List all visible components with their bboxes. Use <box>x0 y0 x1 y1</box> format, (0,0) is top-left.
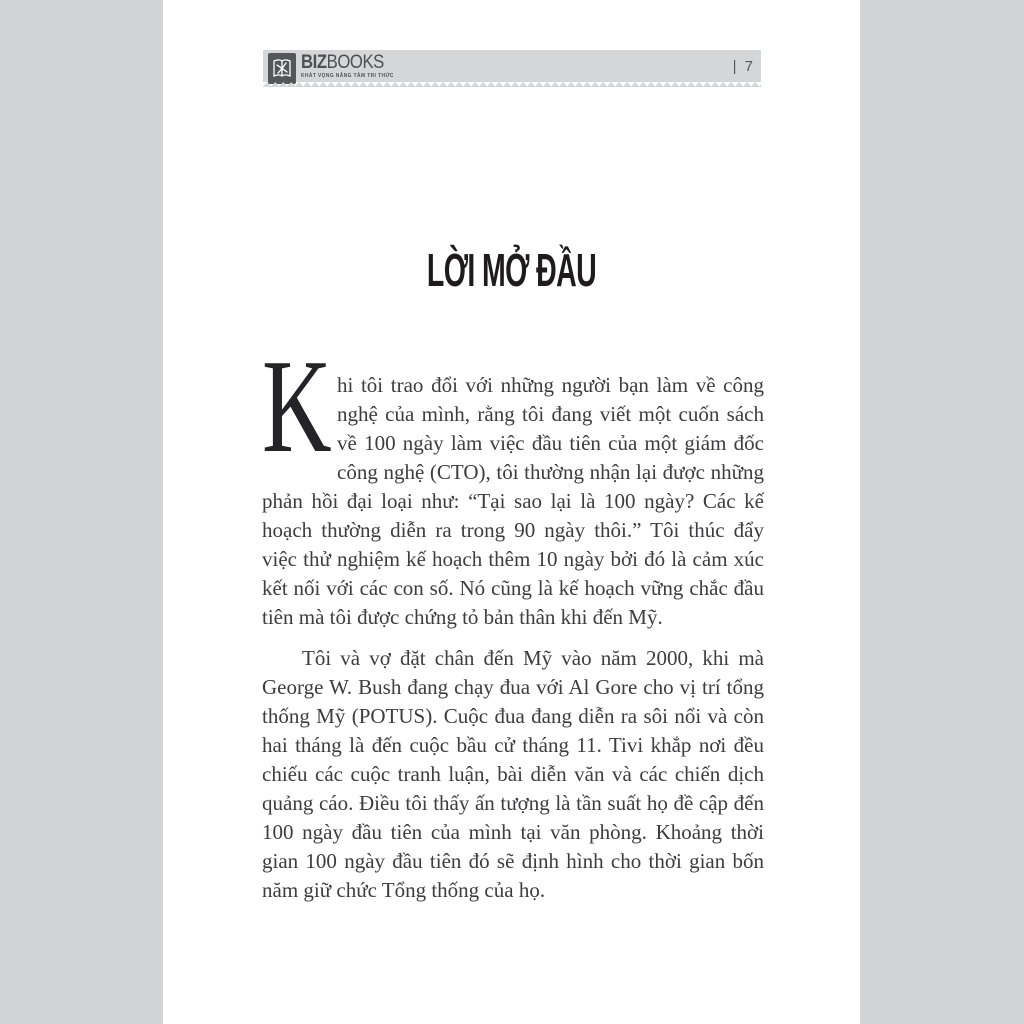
brand-tagline: KHÁT VỌNG NÂNG TẦM TRI THỨC <box>301 73 394 79</box>
paragraph-1 <box>262 332 764 632</box>
perforated-edge <box>263 82 761 87</box>
chapter-title: LỜI MỞ ĐẦU <box>426 244 597 296</box>
bizbooks-logo <box>268 53 397 84</box>
brand-name-books: BOOKS <box>326 52 384 73</box>
page-header <box>263 50 761 82</box>
body-text <box>262 332 764 905</box>
paragraph-1-text: hi tôi trao đổi với những người bạn làm về công nghệ của mình, rằng tôi đang viết một cuốn sách về 100 ngày làm việc đầu tiên của một giám đốc công nghệ (CTO), tôi thường nhận lại được những phản hồi đại loại như: “Tại sao lại là 100 ngày? Các kế hoạch thường diễn ra trong 90 ngày thôi.” Tôi thúc đẩy việc thử nghiệm kế hoạch thêm 10 ngày bởi đó là cảm xúc kết nối với các con số. Nó cũng là kế hoạch vững chắc đầu tiên mà tôi được chứng tỏ bản thân khi đến Mỹ. <box>262 373 764 629</box>
brand-name-biz: BIZ <box>301 52 327 73</box>
page-number: | 7 <box>732 58 755 75</box>
logo-text-block <box>301 53 397 79</box>
bizbooks-logo-icon <box>268 53 296 84</box>
dropcap-letter: K <box>262 332 332 480</box>
brand-name <box>301 52 385 73</box>
paragraph-2: Tôi và vợ đặt chân đến Mỹ vào năm 2000, khi mà George W. Bush đang chạy đua với Al Gore cho vị trí tổng thống Mỹ (POTUS). Cuộc đua đang diễn ra sôi nổi và còn hai tháng là đến cuộc bầu cử tháng 11. Tivi khắp nơi đều chiếu các cuộc tranh luận, bài diễn văn và các chiến dịch quảng cáo. Điều tôi thấy ấn tượng là tần suất họ đề cập đến 100 ngày đầu tiên của mình tại văn phòng. Khoảng thời gian 100 ngày đầu tiên đó sẽ định hình cho thời gian bốn năm giữ chức Tổng thống của họ. <box>262 646 764 902</box>
book-page <box>163 0 860 1024</box>
left-margin-band <box>0 0 163 1024</box>
right-margin-band <box>860 0 1024 1024</box>
